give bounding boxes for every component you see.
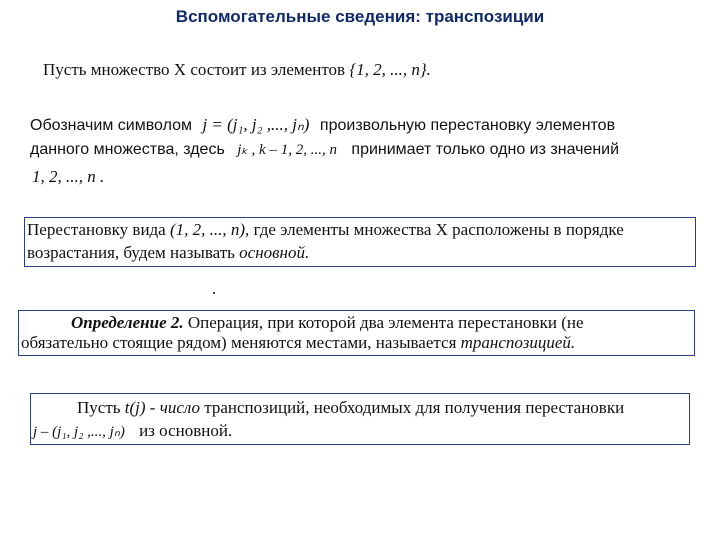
definition-heading: Определение 2. [71, 313, 184, 332]
basic-text-1b: где элементы множества X расположены в порядке [253, 220, 624, 239]
notation-text-2b: принимает только одно из значений [351, 141, 620, 158]
basic-text-2a: возрастания, будем называть [27, 243, 235, 262]
definition-text-1: Операция, при которой два элемента перестановки (не [187, 313, 584, 332]
count-text-1b: транспозиций, необходимых для получения перестановки [204, 398, 625, 417]
set-definition-text: Пусть множество X состоит из элементов [43, 60, 346, 79]
count-text-1a: Пусть [77, 398, 121, 417]
paragraph-set-definition [43, 60, 431, 80]
permutation-formula-2: j – (j₁, j₂ ,..., jₙ) [33, 424, 125, 440]
transposition-term: транспозицией. [460, 333, 576, 352]
t-of-j-formula: t(j) [124, 398, 146, 417]
definition-box [18, 310, 695, 356]
paragraph-permutation-notation [30, 115, 700, 190]
notation-text-1b: произвольную перестановку элементов [319, 117, 616, 134]
count-term: - число [149, 398, 200, 417]
definition-text-2: обязательно стоящие рядом) меняются местами, называется [21, 333, 457, 352]
paragraph-basic-permutation [24, 217, 696, 267]
basic-text-1a: Перестановку вида [27, 220, 166, 239]
stray-dot [213, 292, 215, 294]
set-formula: {1, 2, ..., n}. [349, 60, 431, 79]
slide-title: Вспомогательные сведения: транспозиции [175, 7, 545, 26]
basic-permutation-formula: (1, 2, ..., n), [169, 220, 250, 239]
paragraph-transposition-count [30, 393, 690, 445]
count-text-2b: из основной. [139, 421, 233, 440]
notation-text-2a: данного множества, здесь [30, 141, 225, 158]
value-range-formula: 1, 2, ..., n . [32, 167, 105, 186]
permutation-formula: j = (j₁, j₂ ,..., jₙ) [202, 115, 310, 134]
basic-term: основной. [239, 243, 310, 262]
index-formula: jₖ , k – 1, 2, ..., n [237, 142, 337, 158]
notation-text-1a: Обозначим символом [30, 117, 192, 134]
